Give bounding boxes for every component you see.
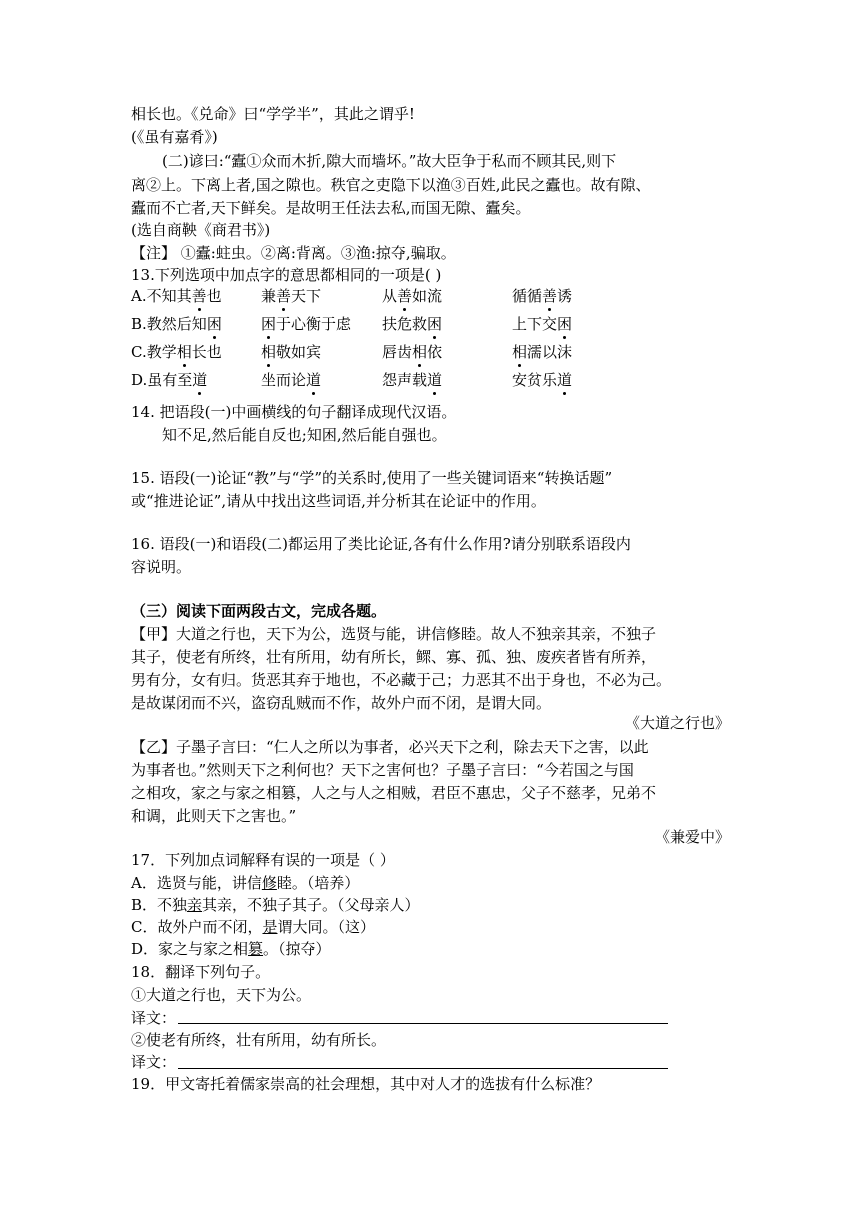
option-text: 教然后知	[146, 315, 207, 333]
option-text: D．家之与家之相	[131, 940, 249, 958]
dotted-character: 善	[542, 287, 558, 305]
option-text: 兼	[261, 287, 277, 305]
underlined-word: 亲	[187, 896, 203, 914]
option-text: 敬如宾	[276, 343, 322, 361]
option-text: 长也	[191, 343, 222, 361]
dotted-character: 道	[557, 371, 573, 389]
dotted-character: 困	[261, 315, 277, 333]
passage1-ending: 相长也。《兑命》曰“学学半”，其此之谓乎!	[131, 105, 415, 123]
translation-label: 译文：	[131, 1009, 177, 1027]
option-text: 上下交	[512, 315, 558, 333]
passage2-source: (选自商鞅《商君书》)	[131, 221, 271, 239]
question-16-line: 16. 语段(一)和语段(二)都运用了类比论证,各有什么作用?请分别联系语段内	[131, 535, 631, 553]
dotted-character: 善	[397, 287, 413, 305]
passage-jia-line: 男有分，女有归。货恶其弃于地也，不必藏于己；力恶其不出于身也，不必为己。	[131, 671, 672, 689]
passage2-line: 离②上。下离上者,国之隙也。秩官之吏隐下以渔③百姓,此民之蠹也。故有隙、	[131, 176, 651, 194]
option-text: 濡以沫	[527, 343, 573, 361]
passage-yi-line: 为事者也。”然则天下之利何也？天下之害何也？子墨子言曰：“今若国之与国	[131, 761, 634, 779]
q13-option-c-item	[261, 342, 321, 362]
passage-yi-line: 【乙】子墨子言曰：“仁人之所以为事者，必兴天下之利，除去天下之害，以此	[131, 738, 649, 756]
option-label: C.	[131, 343, 147, 361]
q13-option-c-item	[131, 342, 222, 362]
passage-jia-line: 是故谋闭而不兴，盗窃乱贼而不作，故外户而不闭，是谓大同。	[131, 694, 552, 712]
dotted-character: 道	[192, 371, 208, 389]
q13-option-a-item	[131, 286, 222, 306]
question-14: 14. 把语段(一)中画横线的句子翻译成现代汉语。	[131, 403, 457, 421]
option-text: 睦。（培养）	[276, 874, 360, 892]
question-15-line: 或“推进论证”,请从中找出这些词语,并分析其在论证中的作用。	[131, 492, 546, 510]
question-17-option-c	[131, 917, 375, 937]
passage-yi-source: 《兼爱中》	[654, 828, 730, 846]
q13-option-d-item	[131, 370, 207, 390]
dotted-character: 善	[276, 287, 292, 305]
answer-line[interactable]	[178, 1068, 668, 1069]
q13-option-b-item	[131, 314, 222, 334]
option-text: 怨声载	[382, 371, 428, 389]
question-18-sentence-2: ②使老有所终，壮有所用，幼有所长。	[131, 1031, 387, 1049]
passage1-source: (《虽有嘉肴》)	[131, 128, 218, 146]
passage-jia-line: 其子，使老有所终，壮有所用，幼有所长，鳏、寡、孤、独、废疾者皆有所养，	[131, 648, 657, 666]
option-text: 不知其	[146, 287, 192, 305]
option-text: 唇齿	[382, 343, 413, 361]
option-label: A.	[131, 287, 147, 305]
dotted-character: 相	[261, 343, 277, 361]
question-17-option-b	[131, 895, 420, 915]
option-text: 扶危救	[382, 315, 428, 333]
question-17-option-a	[131, 873, 359, 893]
option-text: 也	[206, 287, 222, 305]
passage-jia-line: 【甲】大道之行也，天下为公，选贤与能，讲信修睦。故人不独亲其亲，不独子	[131, 625, 657, 643]
dotted-character: 困	[557, 315, 573, 333]
question-14-sentence: 知不足,然后能自反也;知困,然后能自强也。	[162, 426, 447, 444]
option-text: 其亲，不独子其子。（父母亲人）	[202, 896, 420, 914]
option-text: 天下	[291, 287, 322, 305]
option-text: B．不独	[131, 896, 188, 914]
passage2-line: 蠹而不亡者,天下鲜矣。是故明王任法去私,而国无隙、蠹矣。	[131, 199, 531, 217]
option-text: 教学	[146, 343, 177, 361]
q13-option-d-item	[512, 370, 572, 390]
passage-jia-source: 《大道之行也》	[624, 714, 730, 732]
option-text: 如流	[412, 287, 443, 305]
q13-option-b-item	[512, 314, 572, 334]
passage2-line: (二)谚曰:“蠹①众而木折,隙大而墙坏。”故大臣争于私而不顾其民,则下	[162, 152, 617, 170]
option-text: 谓大同。（这）	[277, 918, 376, 936]
q13-option-c-item	[382, 342, 442, 362]
question-17-option-d	[131, 939, 331, 959]
passage-yi-line: 之相攻，家之与家之相篡，人之与人之相贼，君臣不惠忠，父子不慈孝，兄弟不	[131, 784, 657, 802]
dotted-character: 道	[427, 371, 443, 389]
question-18-sentence-1: ①大道之行也，天下为公。	[131, 986, 312, 1004]
option-text: C．故外户而不闭，	[131, 918, 263, 936]
question-19: 19．甲文寄托着儒家崇高的社会理想，其中对人才的选拔有什么标准？	[131, 1075, 601, 1093]
q13-option-d-item	[382, 370, 442, 390]
question-16-line: 容说明。	[131, 558, 192, 576]
q13-option-d-item	[261, 370, 321, 390]
dotted-character: 道	[306, 371, 322, 389]
option-text: 依	[427, 343, 443, 361]
underlined-word: 是	[262, 918, 278, 936]
option-text: 循循	[512, 287, 543, 305]
option-label: D.	[131, 371, 148, 389]
q13-option-a-item	[261, 286, 321, 306]
question-13: 13.下列选项中加点字的意思都相同的一项是( )	[131, 266, 442, 284]
annotation-note: 【注】 ①蠹:蛀虫。②离:背离。③渔:掠夺,骗取。	[131, 244, 456, 262]
question-15-line: 15. 语段(一)论证“教”与“学”的关系时,使用了一些关键词语来“转换话题”	[131, 469, 613, 487]
q13-option-a-item	[512, 286, 572, 306]
option-text: 于心衡于虑	[276, 315, 352, 333]
section-3-heading: （三）阅读下面两段古文，完成各题。	[131, 602, 387, 620]
option-text: 坐而论	[261, 371, 307, 389]
option-text: 从	[382, 287, 398, 305]
dotted-character: 相	[512, 343, 528, 361]
q13-option-c-item	[512, 342, 572, 362]
underlined-word: 修	[261, 874, 277, 892]
question-18: 18．翻译下列句子。	[131, 963, 271, 981]
passage-yi-line: 和调，此则天下之害也。”	[131, 807, 297, 825]
dotted-character: 善	[191, 287, 207, 305]
dotted-character: 相	[176, 343, 192, 361]
answer-line[interactable]	[178, 1023, 668, 1024]
q13-option-a-item	[382, 286, 442, 306]
q13-option-b-item	[382, 314, 442, 334]
question-17: 17．下列加点词解释有误的一项是（ ）	[131, 851, 395, 869]
option-label: B.	[131, 315, 147, 333]
option-text: 诱	[557, 287, 573, 305]
dotted-character: 困	[427, 315, 443, 333]
underlined-word: 篡	[248, 940, 264, 958]
translation-label: 译文：	[131, 1053, 177, 1071]
dotted-character: 相	[412, 343, 428, 361]
q13-option-b-item	[261, 314, 351, 334]
option-text: 。（掠夺）	[263, 940, 331, 958]
dotted-character: 困	[206, 315, 222, 333]
option-text: 虽有至	[147, 371, 193, 389]
option-text: A．选贤与能，讲信	[131, 874, 262, 892]
option-text: 安贫乐	[512, 371, 558, 389]
